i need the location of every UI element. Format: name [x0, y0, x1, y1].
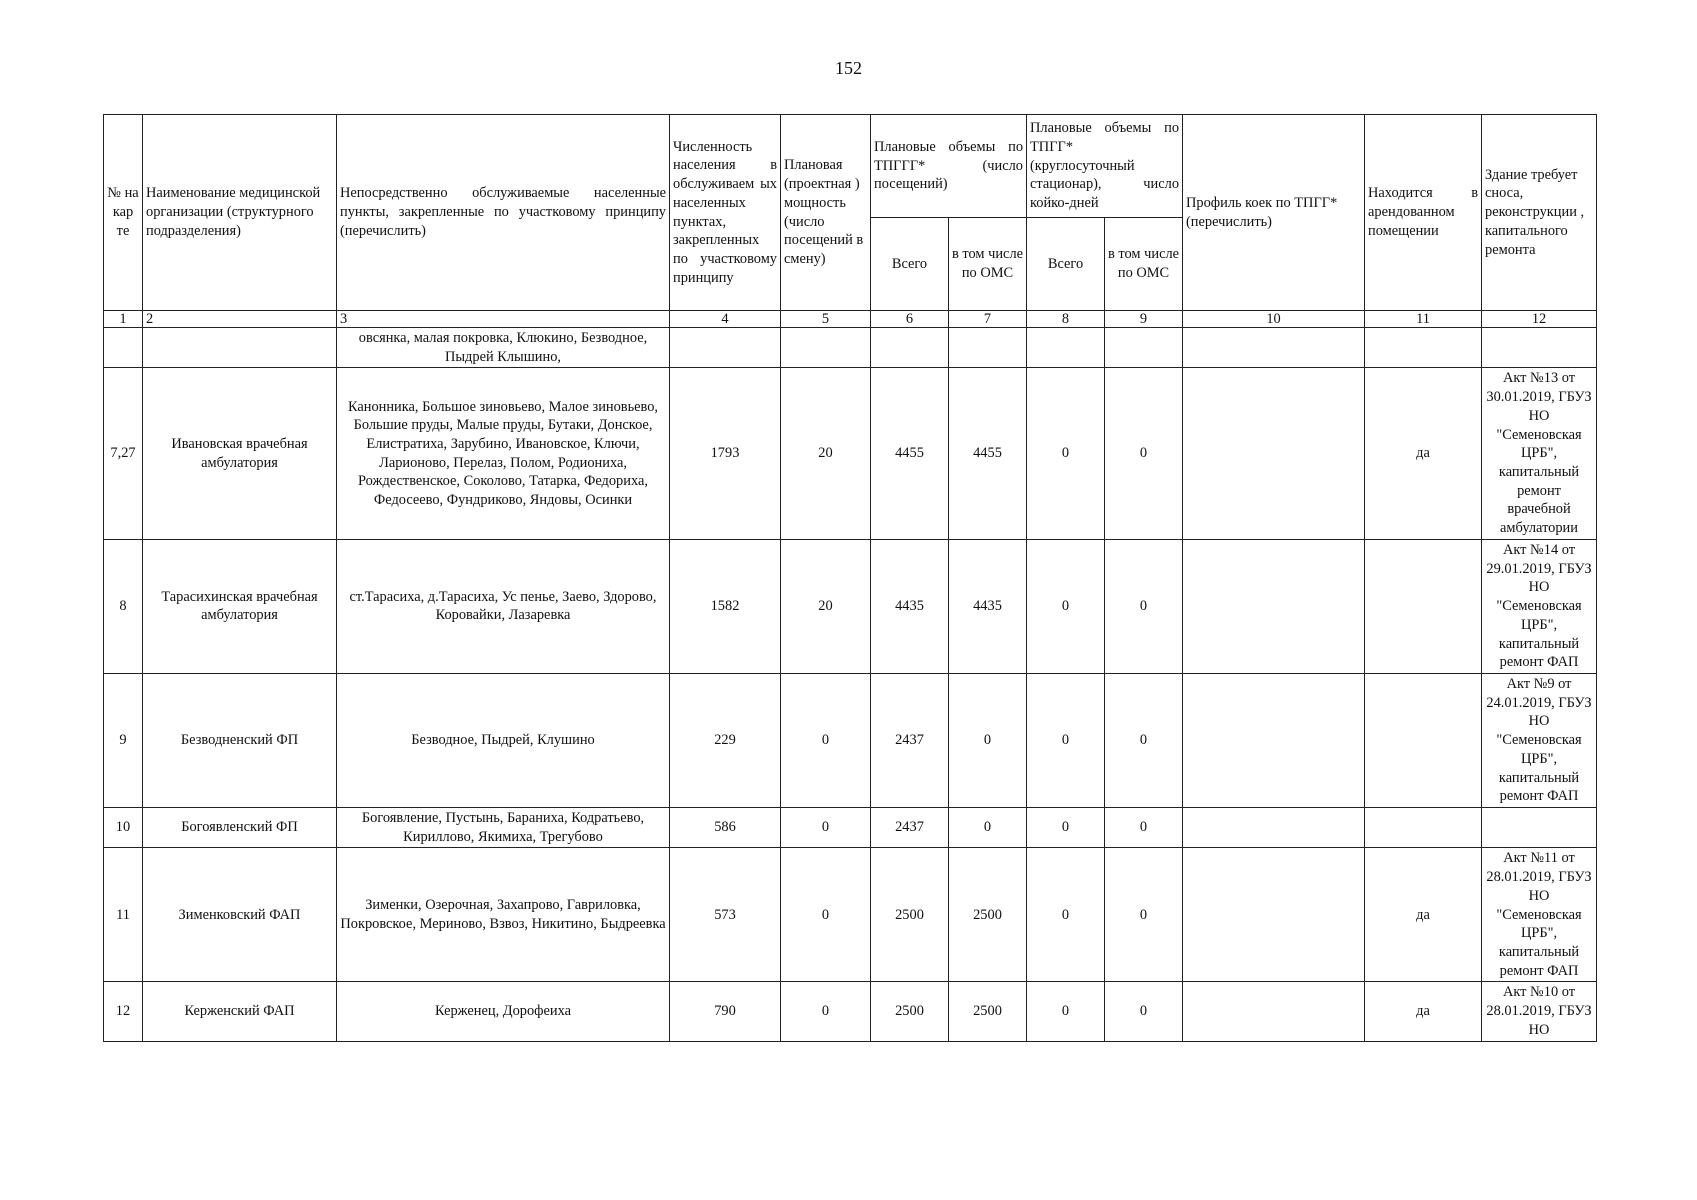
- cell-rented: да: [1365, 368, 1482, 539]
- column-number: 12: [1482, 311, 1597, 328]
- column-number: 5: [781, 311, 871, 328]
- table-row: [104, 673, 1597, 807]
- cell-population: 1582: [670, 539, 781, 673]
- cell-building: Акт №13 от 30.01.2019, ГБУЗ НО "Семеновская ЦРБ", капитальный ремонт врачебной амбулатории: [1482, 368, 1597, 539]
- cell-capacity: 0: [781, 848, 871, 982]
- cell-rented: [1365, 673, 1482, 807]
- header-settlements: Непосредственно обслуживаемые населенные пункты, закрепленные по участковому принципу (перечислить): [337, 115, 670, 311]
- cell-profile: [1183, 982, 1365, 1041]
- cell-beds-total: 0: [1027, 848, 1105, 982]
- cell-building: Акт №10 от 28.01.2019, ГБУЗ НО: [1482, 982, 1597, 1041]
- header-inpatient-group: Плановые объемы по ТПГГ* (круглосуточный стационар), число койко-дней: [1027, 115, 1183, 218]
- cell-name: Керженский ФАП: [143, 982, 337, 1041]
- cell-capacity: 0: [781, 982, 871, 1041]
- cell-name: Ивановская врачебная амбулатория: [143, 368, 337, 539]
- cell-no: 8: [104, 539, 143, 673]
- cell-name: [143, 328, 337, 368]
- cell-profile: [1183, 807, 1365, 847]
- cell-settlements: Канонника, Большое зиновьево, Малое зиновьево, Большие пруды, Малые пруды, Бутаки, Донское, Елистратиха, Зарубино, Ивановское, Ключи, Ларионово, Перелаз, Полом, Родиониха, Рождественское, Соколово, Татарка, Федориха, Федосеево, Фундриково, Яндовы, Осинки: [337, 368, 670, 539]
- cell-visits-oms: 0: [949, 673, 1027, 807]
- cell-profile: [1183, 848, 1365, 982]
- cell-capacity: 0: [781, 807, 871, 847]
- column-number: 9: [1105, 311, 1183, 328]
- cell-visits-total: 4435: [871, 539, 949, 673]
- header-visits-total: Всего: [871, 218, 949, 311]
- cell-settlements: Зименки, Озерочная, Захапрово, Гавриловка, Покровское, Мериново, Взвоз, Никитино, Быдреевка: [337, 848, 670, 982]
- column-number: 11: [1365, 311, 1482, 328]
- cell-rented: [1365, 539, 1482, 673]
- column-number: 3: [337, 311, 670, 328]
- cell-visits-total: 2500: [871, 848, 949, 982]
- cell-visits-total: 2500: [871, 982, 949, 1041]
- cell-visits-oms: 2500: [949, 848, 1027, 982]
- cell-name: Тарасихинская врачебная амбулатория: [143, 539, 337, 673]
- facilities-table: [103, 114, 1597, 1042]
- column-number: 10: [1183, 311, 1365, 328]
- column-number: 8: [1027, 311, 1105, 328]
- cell-beds-oms: 0: [1105, 982, 1183, 1041]
- page-number: 152: [835, 58, 862, 78]
- cell-beds-total: 0: [1027, 807, 1105, 847]
- cell-profile: [1183, 368, 1365, 539]
- cell-building: Акт №9 от 24.01.2019, ГБУЗ НО "Семеновская ЦРБ", капитальный ремонт ФАП: [1482, 673, 1597, 807]
- cell-settlements: Безводное, Пыдрей, Клушино: [337, 673, 670, 807]
- cell-capacity: [781, 328, 871, 368]
- cell-visits-total: [871, 328, 949, 368]
- header-row: [104, 115, 1597, 218]
- header-population: Численность населения в обслуживаем ых населенных пунктах, закрепленных по участковому принципу: [670, 115, 781, 311]
- cell-rented: да: [1365, 848, 1482, 982]
- header-beds-profile: Профиль коек по ТПГГ* (перечислить): [1183, 115, 1365, 311]
- cell-beds-oms: 0: [1105, 673, 1183, 807]
- cell-settlements: овсянка, малая покровка, Клюкино, Безводное, Пыдрей Клышино,: [337, 328, 670, 368]
- header-capacity: Плановая (проектная ) мощность (число посещений в смену): [781, 115, 871, 311]
- cell-profile: [1183, 673, 1365, 807]
- cell-beds-total: 0: [1027, 539, 1105, 673]
- header-no: № на кар те: [104, 115, 143, 311]
- cell-rented: [1365, 328, 1482, 368]
- cell-visits-total: 4455: [871, 368, 949, 539]
- cell-profile: [1183, 328, 1365, 368]
- cell-settlements: Керженец, Дорофеиха: [337, 982, 670, 1041]
- cell-name: Безводненский ФП: [143, 673, 337, 807]
- table-row: [104, 807, 1597, 847]
- cell-no: 10: [104, 807, 143, 847]
- cell-profile: [1183, 539, 1365, 673]
- cell-capacity: 0: [781, 673, 871, 807]
- cell-name: Зименковский ФАП: [143, 848, 337, 982]
- cell-population: 229: [670, 673, 781, 807]
- column-number: 1: [104, 311, 143, 328]
- cell-population: 1793: [670, 368, 781, 539]
- cell-population: 586: [670, 807, 781, 847]
- cell-beds-oms: 0: [1105, 807, 1183, 847]
- cell-rented: да: [1365, 982, 1482, 1041]
- column-number-row: [104, 311, 1597, 328]
- column-number: 7: [949, 311, 1027, 328]
- cell-settlements: Богоявление, Пустынь, Бараниха, Кодратьево, Кириллово, Якимиха, Трегубово: [337, 807, 670, 847]
- cell-no: 9: [104, 673, 143, 807]
- cell-no: [104, 328, 143, 368]
- cell-visits-total: 2437: [871, 807, 949, 847]
- cell-visits-total: 2437: [871, 673, 949, 807]
- cell-population: 790: [670, 982, 781, 1041]
- cell-no: 7,27: [104, 368, 143, 539]
- cell-beds-oms: 0: [1105, 539, 1183, 673]
- header-beds-oms: в том числе по ОМС: [1105, 218, 1183, 311]
- cell-name: Богоявленский ФП: [143, 807, 337, 847]
- cell-capacity: 20: [781, 368, 871, 539]
- header-building: Здание требует сноса, реконструкции , капитального ремонта: [1482, 115, 1597, 311]
- cell-building: Акт №14 от 29.01.2019, ГБУЗ НО "Семеновская ЦРБ", капитальный ремонт ФАП: [1482, 539, 1597, 673]
- cell-no: 12: [104, 982, 143, 1041]
- table-row: [104, 848, 1597, 982]
- cell-visits-oms: [949, 328, 1027, 368]
- cell-beds-oms: 0: [1105, 848, 1183, 982]
- cell-settlements: ст.Тарасиха, д.Тарасиха, Ус пенье, Заево, Здорово, Коровайки, Лазаревка: [337, 539, 670, 673]
- cell-building: [1482, 807, 1597, 847]
- cell-population: [670, 328, 781, 368]
- cell-visits-oms: 2500: [949, 982, 1027, 1041]
- cell-beds-total: [1027, 328, 1105, 368]
- header-visits-oms: в том числе по ОМС: [949, 218, 1027, 311]
- cell-capacity: 20: [781, 539, 871, 673]
- cell-beds-total: 0: [1027, 982, 1105, 1041]
- cell-visits-oms: 4455: [949, 368, 1027, 539]
- cell-rented: [1365, 807, 1482, 847]
- cell-beds-total: 0: [1027, 368, 1105, 539]
- header-visits-group: Плановые объемы по ТПГГГ* (число посещений): [871, 115, 1027, 218]
- cell-beds-oms: 0: [1105, 368, 1183, 539]
- table-row: [104, 328, 1597, 368]
- cell-beds-total: 0: [1027, 673, 1105, 807]
- table-row: [104, 982, 1597, 1041]
- header-rented: Находится в арендованном помещении: [1365, 115, 1482, 311]
- column-number: 2: [143, 311, 337, 328]
- header-beds-total: Всего: [1027, 218, 1105, 311]
- cell-building: Акт №11 от 28.01.2019, ГБУЗ НО "Семеновская ЦРБ", капитальный ремонт ФАП: [1482, 848, 1597, 982]
- cell-population: 573: [670, 848, 781, 982]
- cell-visits-oms: 4435: [949, 539, 1027, 673]
- column-number: 6: [871, 311, 949, 328]
- cell-no: 11: [104, 848, 143, 982]
- column-number: 4: [670, 311, 781, 328]
- table-row: [104, 539, 1597, 673]
- cell-building: [1482, 328, 1597, 368]
- table-row: [104, 368, 1597, 539]
- cell-visits-oms: 0: [949, 807, 1027, 847]
- header-org-name: Наименование медицинской организации (структурного подразделения): [143, 115, 337, 311]
- cell-beds-oms: [1105, 328, 1183, 368]
